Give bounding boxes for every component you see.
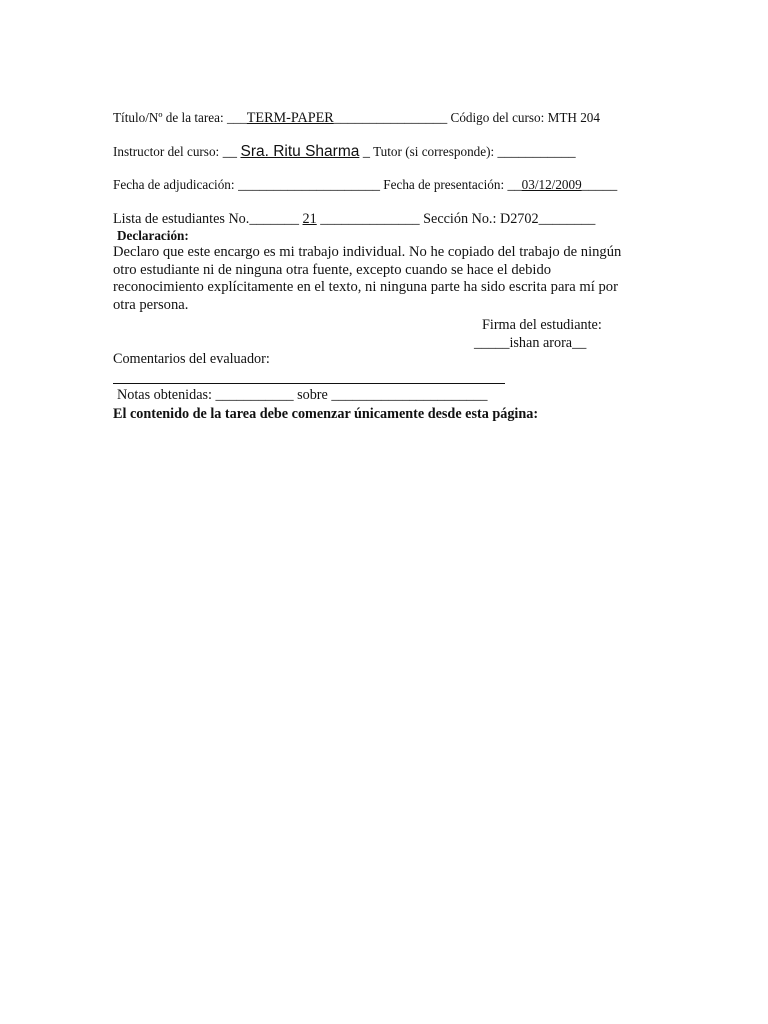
assignment-title-underline-pre: ___: [223, 110, 247, 125]
signature-underline-post: __: [572, 335, 587, 351]
dates-row: [113, 176, 617, 194]
declaration-heading: Declaración:: [117, 228, 189, 243]
marks-obtained-blank: ___________: [211, 387, 298, 403]
roll-number-value: 21: [302, 211, 317, 227]
submission-date-underline-post: _____: [581, 177, 618, 193]
roll-number-underline-pre: _______: [249, 211, 299, 227]
roll-number-underline-post: ______________: [316, 211, 420, 227]
declaration-text: [113, 244, 643, 314]
submission-date-value: 03/12/2009: [521, 177, 582, 192]
assignment-title-value: TERM-PAPER: [246, 110, 334, 126]
content-start-instruction: El contenido de la tarea debe comenzar únicamente desde esta página:: [113, 406, 539, 422]
out-of-blank: ______________________: [327, 387, 488, 403]
assignment-title-label: Título/Nº de la tarea:: [113, 110, 224, 125]
evaluator-comments-line: [113, 383, 505, 384]
declaration-line: otra persona.: [113, 296, 189, 313]
roll-section-row: [113, 210, 595, 228]
instructor-row: [113, 143, 576, 161]
section-underline-post: ________: [538, 211, 596, 227]
evaluator-comments-label: Comentarios del evaluador:: [113, 351, 270, 367]
section-label: Sección No.:: [419, 211, 500, 227]
marks-row: [117, 386, 487, 404]
instructor-underline-post: _: [359, 144, 371, 160]
instructor-underline-pre: __: [219, 144, 241, 160]
signature-row: [474, 334, 586, 352]
signature-underline-pre: _____: [474, 335, 510, 351]
section-value: D2702: [499, 211, 539, 227]
signature-label: Firma del estudiante:: [482, 317, 602, 333]
declaration-line: reconocimiento explícitamente en el texto, ni ninguna parte ha sido escrita para mí por: [113, 279, 618, 296]
instructor-value: Sra. Ritu Sharma: [240, 143, 360, 160]
declaration-line: Declaro que este encargo es mi trabajo individual. No he copiado del trabajo de ningún: [113, 244, 622, 260]
assignment-title-row: [113, 109, 600, 127]
instructor-label: Instructor del curso:: [113, 144, 220, 159]
submission-date-underline-pre: __: [507, 177, 522, 193]
marks-obtained-label: Notas obtenidas:: [117, 387, 212, 403]
course-code-label: Código del curso:: [447, 110, 548, 125]
allotment-date-blank: ____________________: [234, 177, 380, 193]
roll-number-label: Lista de estudiantes No.: [113, 211, 250, 227]
course-code-value: MTH 204: [547, 110, 600, 125]
declaration-line: otro estudiante ni de ninguna otra fuente, excepto cuando se hace el debido: [113, 261, 552, 278]
signature-value: ishan arora: [509, 335, 573, 351]
assignment-title-underline-post: ________________: [333, 110, 448, 126]
out-of-label: sobre: [297, 387, 328, 403]
submission-date-label: Fecha de presentación:: [380, 177, 508, 192]
tutor-label: Tutor (si corresponde):: [370, 144, 498, 159]
tutor-blank: ___________: [497, 144, 576, 160]
allotment-date-label: Fecha de adjudicación:: [113, 177, 235, 192]
